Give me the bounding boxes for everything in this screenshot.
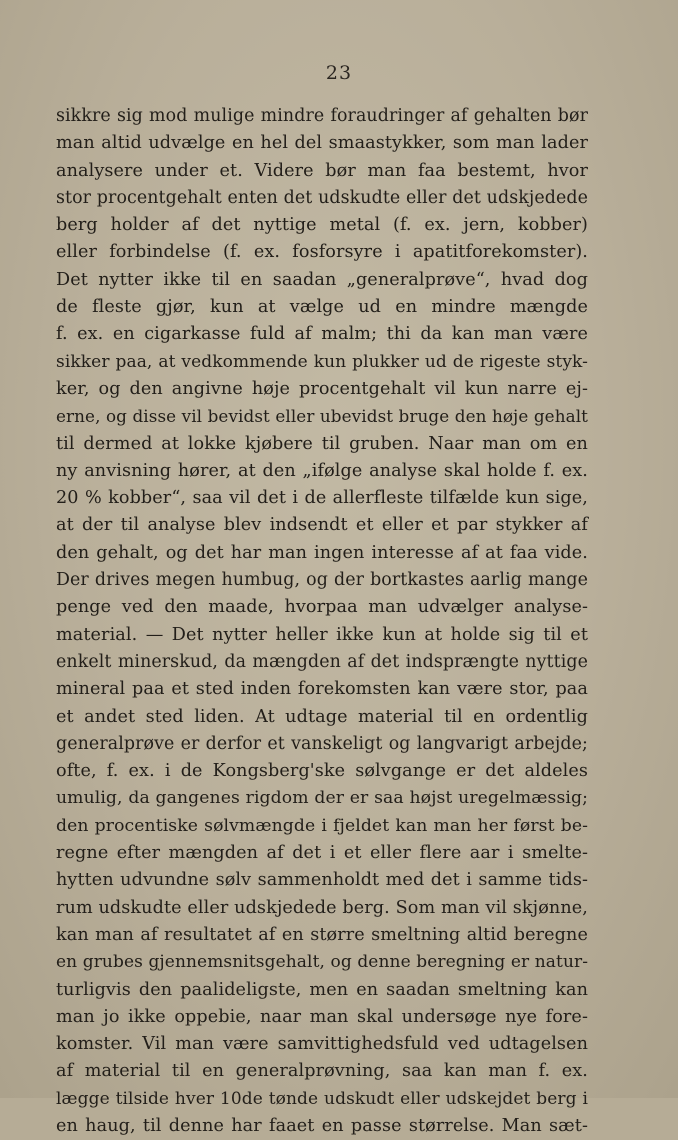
text-line-4: stor procentgehalt enten det udskudte eller det udskjedede — [56, 187, 588, 208]
text-line-38: en haug, til denne har faaet en passe størrelse. Man sæt- — [56, 1115, 588, 1136]
text-line-22: mineral paa et sted inden forekomsten kan være stor, paa — [56, 679, 588, 700]
text-line-36: af material til en generalprøvning, saa kan man f. ex. — [56, 1061, 588, 1082]
text-line-17: den gehalt, og det har man ingen interesse af at faa vide. — [56, 542, 588, 563]
text-line-20: material. — Det nytter heller ikke kun at holde sig til et — [56, 624, 588, 645]
text-line-5: berg holder af det nyttige metal (f. ex. jern, kobber) — [56, 215, 588, 236]
text-line-16: at der til analyse blev indsendt et eller et par stykker af — [56, 515, 588, 536]
text-line-28: regne efter mængden af det i et eller flere aar i smelte- — [56, 843, 588, 864]
text-line-23: et andet sted liden. At udtage material til en ordentlig — [56, 706, 588, 727]
text-line-9: f. ex. en cigarkasse fuld af malm; thi da kan man være — [56, 324, 588, 345]
text-line-13: til dermed at lokke kjøbere til gruben. Naar man om en — [56, 433, 588, 454]
text-line-1: sikkre sig mod mulige mindre foraudringer af gehalten bør — [56, 106, 588, 126]
text-line-24: generalprøve er derfor et vanskeligt og langvarigt arbejde; — [56, 733, 588, 754]
text-line-21: enkelt minerskud, da mængden af det indsprængte nyttige — [56, 651, 588, 672]
text-line-35: komster. Vil man være samvittighedsfuld ved udtagelsen — [56, 1034, 588, 1055]
text-line-18: Der drives megen humbug, og der bortkastes aarlig mange — [56, 570, 588, 591]
text-line-12: erne, og disse vil bevidst eller ubevidst bruge den høje gehalt — [56, 406, 589, 427]
text-line-33: turligvis den paalideligste, men en saadan smeltning kan — [56, 979, 588, 1000]
text-line-14: ny anvisning hører, at den „ifølge analyse skal holde f. ex. — [56, 460, 588, 481]
text-line-11: ker, og den angivne høje procentgehalt vil kun narre ej- — [56, 378, 588, 399]
text-line-7: Det nytter ikke til en saadan „generalprøve“, hvad dog — [56, 269, 588, 290]
text-line-8: de fleste gjør, kun at vælge ud en mindre mængde — [56, 297, 588, 318]
text-line-32: en grubes gjennemsnitsgehalt, og denne beregning er natur- — [56, 952, 589, 973]
text-line-27: den procentiske sølvmængde i fjeldet kan man her først be- — [56, 815, 588, 836]
text-line-37: lægge tilside hver 10de tønde udskudt eller udskejdet berg i — [56, 1088, 588, 1109]
text-line-34: man jo ikke oppebie, naar man skal undersøge nye fore- — [56, 1006, 588, 1027]
text-line-26: umulig, da gangenes rigdom der er saa højst uregelmæssig; — [56, 788, 588, 809]
text-line-15: 20 % kobber“, saa vil det i de allerfleste tilfælde kun sige, — [56, 488, 588, 509]
text-line-31: kan man af resultatet af en større smeltning altid beregne — [56, 924, 588, 945]
text-line-29: hytten udvundne sølv sammenholdt med det i samme tids- — [56, 870, 588, 891]
text-line-25: ofte, f. ex. i de Kongsberg'ske sølvgange er det aldeles — [56, 761, 588, 782]
page-number: 23 — [325, 62, 353, 84]
body-text — [56, 103, 588, 1140]
text-line-6: eller forbindelse (f. ex. fosforsyre i apatitforekomster). — [56, 242, 588, 263]
text-line-3: analysere under et. Videre bør man faa bestemt, hvor — [56, 160, 588, 181]
text-line-2: man altid udvælge en hel del smaastykker, som man lader — [56, 133, 588, 154]
text-line-30: rum udskudte eller udskjedede berg. Som man vil skjønne, — [56, 897, 588, 918]
text-line-19: penge ved den maade, hvorpaa man udvælger analyse- — [56, 597, 588, 618]
text-line-10: sikker paa, at vedkommende kun plukker ud de rigeste styk- — [56, 351, 588, 372]
